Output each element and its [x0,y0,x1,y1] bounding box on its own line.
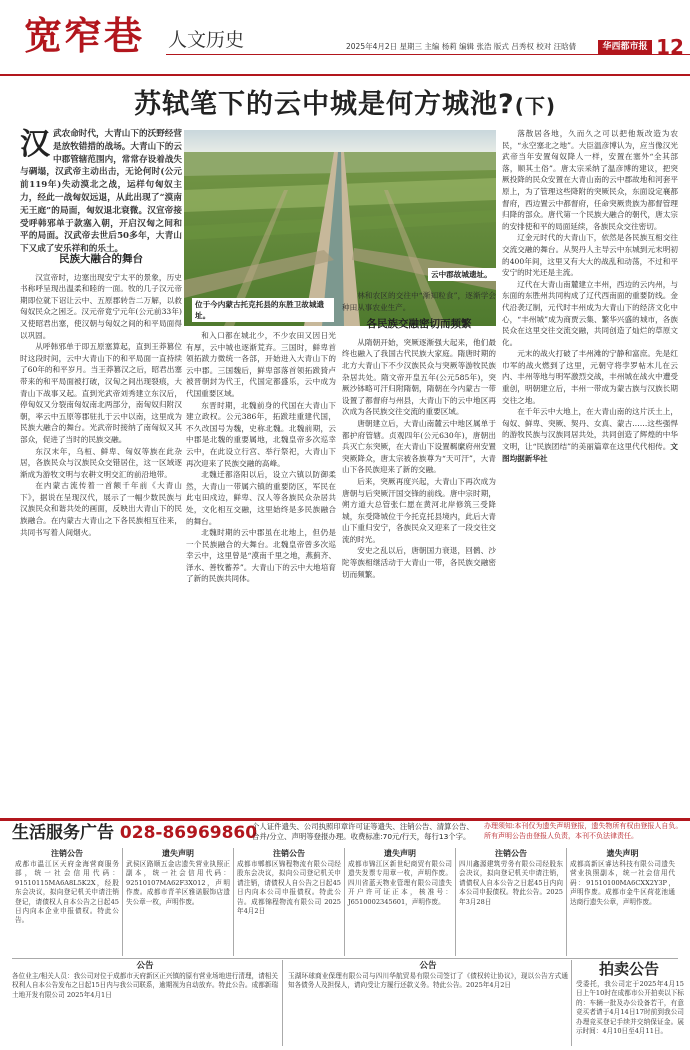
ad-cell-body: 四川鑫源建筑劳务有限公司经股东会决议，拟向登记机关申请注销，请债权人自本公告之日起45日内向本公司申报债权。特此公告。2025年3月28日 [459,860,563,906]
ads-title [12,822,257,844]
ad-cell-head: 遗失声明 [384,849,416,858]
paragraph: 辽代在大青山南麓建立丰州，西边的云内州，与东面的东胜州共同构成了辽代西南面的重要防线。金代沿袭辽制，元代时丰州成为大青山下的经济文化中心，“丰州城”成为商贾云集、繁华兴盛的城市，各族民众在这里交往交流交融，共同创造了灿烂的草原文化。 [502,279,678,347]
paragraph: 东汉末年，乌桓、鲜卑、匈奴等族在此杂居，各族民众与汉族民众交错居住，这一区域逐渐成为游牧文明与农耕文明交汇的前沿地带。 [20,446,182,479]
article-title-main: 苏轼笔下的云中城是何方城池? [134,89,515,120]
paragraph: 北魏迁都洛阳以后，设立六镇以防御柔然，大青山一带属六镇的重要防区，军民在此屯田戍边，鲜卑、汉人等各族民众杂居共处，文化相互交融，这里始终是多民族融合的舞台。 [186,470,336,526]
paragraph: 在内蒙古流传着一首额千年前《大青山下》，据说在呈现汉代，展示了一幅少数民族与汉族民众和谐共处的画面，反映出大青山下的民族融合。在内蒙古大青山之下各民族相互往来，共同书写着人间烟火。 [20,481,182,537]
auction-body: 受委托，我公司定于2025年4月15日上午10时在成都市公开拍卖以下标的：车辆一批及办公设备若干，有意竞买者请于4月14日17时前到我公司办理竞买登记手续并交纳保证金。展示时间：4月10日至4月11日。 [576,980,684,1036]
paragraph: 汉宣帝时，边塞出现安宁太平的景象，历史书称呼呈现出温柔和睦的一面。牧的几子汉元帝期即位就下诏让云中、五原郡转告二万解，以救匈奴民众之困乏。汉元帝竟宁元年(公元前33年)又使昭君出塞，使汉朝与匈奴之间的和平局面得以巩固。 [20,272,182,340]
paragraph: 安史之乱以后，唐朝国力衰退，回鹘、沙陀等族相继活动于大青山一带，各民族交融密切而频繁。 [342,546,496,579]
ad-cell [234,848,345,956]
ads-title-text: 生活服务广告 [12,823,114,843]
paragraph [502,406,678,464]
paragraph: 从呼韩邪单于即五原塞算起，直到王莽篡位时这段时间，云中大青山下的和平局面一直持续了60年的和平岁月。当王莽篡汉之后，昭君出塞带来的和平局面被打破，汉匈之间出现裂痕，大青山下战事又起。直到光武帝刘秀建立东汉后，停匈奴又分裂南匈奴南北两部分，南匈奴归附汉朝，率云中五原等郡驻扎于云中以南，这里成为民族大融合的舞台。光武帝时接纳了南匈奴又其部众，促进了当时的民族交融。 [20,342,182,444]
paragraph: 唐朝建立后，大青山南麓云中地区属单于都护府管辖。贞观四年(公元630年)，唐朝出兵灭亡东突厥，在大青山下设置羁縻府州安置突厥降众，唐太宗被各族尊为“天可汗”，大青山下各民族迎来了新的交融。 [342,418,496,475]
ads-phone: 028-86969860 [119,823,258,843]
photo-caption-2: 云中郡故城遗址。 [428,268,498,281]
ad-cell-body: 成都市温江区天府金海营商服务部，统一社会信用代码：91510115MA6A8L5K2X，经股东会决议，拟向登记机关申请注销登记，请债权人自本公告之日起45日内向本企业申报债权。特此公告。 [15,860,119,925]
ad-cell-body: 武侯区路顺五金店遗失营业执照正副本，统一社会信用代码：92510107MA62F3X012，声明作废。成都市青羊区雅诺服饰店遗失公章一枚，声明作废。 [126,860,230,906]
section-name: 宽窄巷 [24,14,145,58]
paragraph: 后来，突厥再度兴起，大青山下再次成为唐朝与后突厥汗国交锋的前线。唐中宗时期，朔方道大总管张仁愿在黄河北岸修筑三受降城，东受降城位于今托克托县境内，此后大青山下重归安宁，各族民众又迎来了一段交往交流的时光。 [342,476,496,544]
paragraph: 东晋时期，北魏前身的代国在大青山下建立政权。公元386年，拓跋珪重建代国，不久改国号为魏，史称北魏。北魏前期，云中郡是北魏的重要属地，北魏皇帝多次巡幸云中，在此设立行宫、举行祭祀，大青山下再次迎来了民族交融的高峰。 [186,400,336,468]
paragraph-text: 在千年云中大地上，在大青山南的这片沃土上，匈奴、鲜卑、突厥、契丹、女真、蒙古……这些强悍的游牧民族与汉族同居共处，共同创造了辉煌的中华文明，让“民族团结”的美丽篇章在这里代代相传。 [502,407,678,452]
paragraph: 元末的战火打破了丰州滩的宁静和富庶。先是红巾军的战火燃到了这里，元朝守将孛罗帖木儿在云内、丰州等地与明军激烈交战，丰州城在战火中遭受重创，明朝建立后，丰州一带成为蒙古族与汉族长期交往之地。 [502,349,678,405]
paragraph: 林和农区的交往中“渐知粒食”，逐渐学会种田从事农业生产。 [342,291,496,312]
header-rule [166,54,690,55]
page-number: 12 [656,35,684,59]
column-3 [342,290,496,814]
paragraph: 和入口都在城北少，不少农田又因日光有厚，云中城也逐渐荒弃。三国时，鲜卑首领拓跋力微统一各部，开始进入大青山下的云中郡。三国魏后，鲜卑部落首领拓跋猗卢被晋朝封为代王，代国定都盛乐，云中成为代国重要区域。 [186,331,336,398]
paragraph: 辽金元时代的大青山下，依然是各民族互相交往交流交融的舞台。从契丹人主导云中东城到元末明初的400年间，这里又有大大的战乱和动荡，不过和平安宁的时光还是主流。 [502,233,678,278]
ads-divider [12,958,678,959]
ads-note: 办理须知:本刊仅为遗失声明登报，遗失物所有权由登报人自负。所有声明公告由登报人负责，本刊不负法律责任。 [484,822,683,840]
article-title [0,88,690,123]
column-1 [20,248,182,814]
photo-caption-1: 位于今内蒙古托克托县的东胜卫故城遗址。 [192,298,334,322]
ads-grid [12,848,678,958]
ad-cell [567,848,678,956]
ads-info: 个人证件遗失、公司执照印章许可证等遗失、注销公告、清算公告、合并/分立、声明等登报办理。收费标准:70元/行天，每行13个字。 [252,822,474,841]
lead-text: 武农命时代，大青山下的沃野经营是放牧错措的战场。大青山下的云中郡管辖范围内，常常存设着战失与碉塌，汉武帝主动出击，无论何时(公元前119年)失动漠北之战，运样句匈奴主力，经此一战匈奴远退，从此出现了“漠南无王庭”的局面，匈奴退北衰微。汉宣帝接受呼韩邪单于款塞入朝，开启汉匈之间和平的局面。汉武帝去世后50多年，大青山下又成了安乐祥和的乐土。 [20,129,182,255]
ad-cell-body: 成都市郫都区锦程物流有限公司经股东会决议，拟向公司登记机关申请注销，请债权人自公告之日起45日内向本公司申报债权。特此公告。成都锦程物流有限公司 2025年4月2日 [237,860,341,916]
ad-cell [456,848,567,956]
brand-logo: 华西都市报 [598,40,652,54]
drop-cap: 汉 [20,127,50,162]
ad-cell [12,848,123,956]
paragraph: 从隋朝开始，突厥逐渐强大起来，他们最终也融入了我国古代民族大家庭。隋唐时期的北方大青山下不少汉族民众与突厥等游牧民族杂居共处。隋文帝开皇五年(公元585年)，突厥沙钵略可汗归附隋朝，隋朝在今内蒙古一带设置了都督府与州县，大青山下的云中地区再次成为各民族交往交流的重要区域。 [342,337,496,417]
notice-2 [288,960,568,1046]
article-lead [20,128,182,256]
section-subtitle: 人文历史 [168,29,245,51]
ad-cell-head: 遗失声明 [606,849,639,858]
notice-1-body: 各位业主/相关人员：我公司对位于成都市天府新区正兴镇的原有营业场地进行清理，请相关权利人自本公告发布之日起15日内与我公司联系，逾期视为自动放弃。特此公告。成都新瑞土地开发有限公司 2025年4月1日 [12,972,278,999]
article-author: 文图均据新华社 [502,442,678,463]
paragraph: 北魏时期的云中郡虽在北地上，但仍是一个民族融合的大舞台。北魏皇帝曾多次巡幸云中，这里曾是“漠南千里之地，燕蓟齐、泽水、善牧蓄养”。大青山下的云中大地培育了新的民族共同体。 [186,528,336,584]
notice-2-body: 玉湖环球商业保理有限公司与四川华航贸易有限公司签订了《债权转让协议》，现以公告方式通知各债务人及担保人，请向受让方履行还款义务。特此公告。2025年4月2日 [288,972,568,990]
notice-1-head: 公告 [136,961,154,971]
subhead-2: 各民族交融密切而频繁 [366,318,472,331]
ad-cell-head: 注销公告 [51,849,83,858]
notice-2-head: 公告 [419,961,437,971]
ad-cell-head: 注销公告 [495,849,527,858]
ad-cell [123,848,234,956]
ad-cell-head: 遗失声明 [162,849,194,858]
article-title-part: (下) [514,94,556,118]
subhead-1: 民族大融合的舞台 [59,253,143,265]
ad-cell [345,848,456,956]
ads-divider [282,960,283,1046]
notice-1 [12,960,278,1046]
issue-meta: 2025年4月2日 星期三 主编 杨莉 编辑 张浩 版式 吕秀权 校对 汪晗倩 [346,42,577,51]
ads-divider [571,960,572,1046]
auction-title: 拍卖公告 [598,960,659,978]
paragraph: 落散居各地，久而久之可以把他叛改造为农民，“永空塞北之地”。大臣温彦博认为，应当像汉光武帝当年安置匈奴降人一样，安置在塞外“全其部落，顺其土俗”。唐太宗采纳了温彦博的建议，把突厥投降的民众安置在大青山南的云中郡故地和河套平原上，为了管理这些降附的突厥民众，东面设定襄都督府，西边置云中都督府，任命突厥贵族为都督管理归降的部众。唐代第一个民族大融合的朝代，唐太宗的安排使和平的局面延续，各族民众交往密切。 [502,129,678,231]
ad-cell-body: 成都高新区睿达科技有限公司遗失营业执照副本，统一社会信用代码：91510100MA6CXX2Y3P，声明作废。成都市金牛区荷花池通达商行遗失公章，声明作废。 [570,860,675,906]
column-4 [502,128,678,814]
column-2 [186,330,336,814]
ad-cell-body: 成都市锦江区新世纪商贸有限公司遗失发票专用章一枚，声明作废。四川省蓝天物业管理有限公司遗失开户许可证正本，核准号：J6510002345601，声明作废。 [348,860,452,906]
ad-cell-head: 注销公告 [273,849,305,858]
